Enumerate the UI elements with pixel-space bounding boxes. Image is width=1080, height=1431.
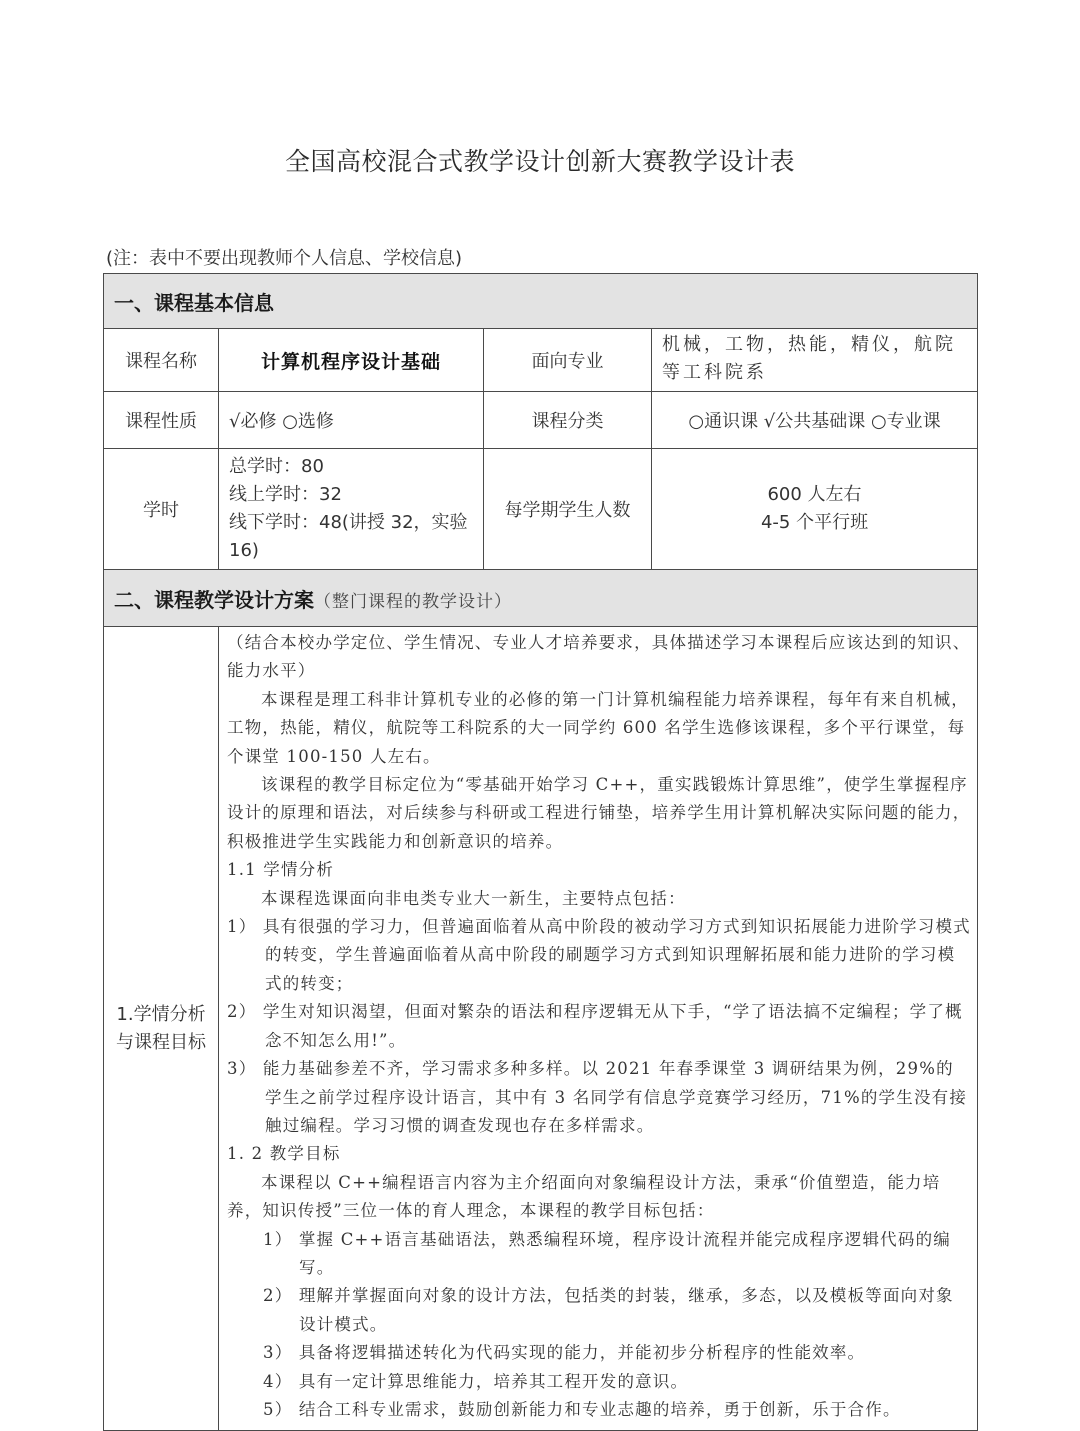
major-label: 面向专业 [484, 329, 652, 392]
section1-heading [104, 274, 978, 329]
document-note: (注：表中不要出现教师个人信息、学校信息) [106, 248, 463, 269]
course-category-value: ○通识课 √公共基础课 ○专业课 [652, 392, 978, 449]
offline-hours: 线下学时：48(讲授 32，实验 16) [229, 512, 468, 561]
objective-item-4: 4） 具有一定计算思维能力，培养其工程开发的意识。 [263, 1371, 689, 1391]
analysis-item-1: 1） 具有很强的学习力，但普遍面临着从高中阶段的被动学习方式到知识拓展能力进阶学习模式的转变，学生普遍面临着从高中阶段的刷题学习方式到知识理解拓展和能力进阶的学习模式的转变； [227, 917, 971, 993]
analysis-item-2: 2） 学生对知识渴望，但面对繁杂的语法和程序逻辑无从下手，“学了语法搞不定编程；学了概念不知怎么用!”。 [227, 1002, 963, 1050]
students-count: 600 人左右 [767, 484, 862, 505]
subsection-1-2-intro: 本课程以 C++编程语言内容为主介绍面向对象编程设计方法，秉承“价值塑造，能力培养，知识传授”三位一体的育人理念，本课程的教学目标包括： [227, 1172, 941, 1221]
analysis-item-3: 3） 能力基础参差不齐，学习需求多种多样。以 2021 年春季课堂 3 调研结果为例，29%的学生之前学过程序设计语言，其中有 3 名同学有信息学竞赛学习经历，71%的学生没有接触过编程。学习习惯的调查发现也存在多样需求。 [227, 1059, 968, 1135]
parallel-classes: 4-5 个平行班 [760, 512, 869, 533]
analysis-objectives-content [219, 627, 978, 1431]
subsection-1-2-title: 1. 2 教学目标 [227, 1144, 341, 1164]
course-name-row [104, 329, 978, 392]
course-nature-label: 课程性质 [104, 392, 219, 449]
hours-value [219, 449, 484, 570]
course-name-value: 计算机程序设计基础 [219, 329, 484, 392]
analysis-objectives-label [104, 627, 219, 1431]
teaching-design-table [103, 273, 978, 1431]
major-value: 机械，工物，热能，精仪，航院等工科院系 [652, 329, 978, 392]
course-nature-value: √必修 ○选修 [219, 392, 484, 449]
analysis-objectives-label-text: 1.学情分析与课程目标 [116, 1003, 206, 1053]
objective-item-5: 5） 结合工科专业需求，鼓励创新能力和专业志趣的培养，勇于创新，乐于合作。 [263, 1399, 901, 1419]
course-name-label: 课程名称 [104, 329, 219, 392]
section2-heading [104, 570, 978, 627]
students-label: 每学期学生人数 [484, 449, 652, 570]
hours-row [104, 449, 978, 570]
document-title: 全国高校混合式教学设计创新大赛教学设计表 [284, 147, 795, 176]
section2-heading-sub: （整门课程的教学设计） [314, 591, 512, 612]
total-hours: 总学时：80 [229, 456, 324, 477]
subsection-1-1-title: 1.1 学情分析 [227, 860, 335, 880]
course-intro-paragraph: 本课程是理工科非计算机专业的必修的第一门计算机编程能力培养课程，每年有来自机械，工物，热能，精仪，航院等工科院系的大一同学约 600 名学生选修该课程，多个平行课堂，每个课堂 100-150 人左右。 [227, 689, 969, 766]
objective-item-1: 1） 掌握 C++语言基础语法，熟悉编程环境，程序设计流程并能完成程序逻辑代码的编写。 [263, 1229, 951, 1277]
course-nature-row [104, 392, 978, 449]
students-value [652, 449, 978, 570]
section2-heading-text: 二、课程教学设计方案 [114, 587, 314, 612]
section1-heading-text: 一、课程基本信息 [114, 290, 274, 315]
hours-label: 学时 [104, 449, 219, 570]
objective-item-2: 2） 理解并掌握面向对象的设计方法，包括类的封装，继承，多态，以及模板等面向对象设计模式。 [263, 1286, 954, 1334]
course-goal-paragraph: 该课程的教学目标定位为“零基础开始学习 C++，重实践锻炼计算思维”，使学生掌握程序设计的原理和语法，对后续参与科研或工程进行铺垫，培养学生用计算机解决实际问题的能力，积极推进学生实践能力和创新意识的培养。 [227, 775, 971, 851]
objective-item-3: 3） 具备将逻辑描述转化为代码实现的能力，并能初步分析程序的性能效率。 [263, 1343, 866, 1363]
instruction-paragraph: （结合本校办学定位、学生情况、专业人才培养要求，具体描述学习本课程后应该达到的知识、能力水平） [227, 633, 971, 681]
analysis-objectives-row [104, 627, 978, 1431]
course-category-label: 课程分类 [484, 392, 652, 449]
online-hours: 线上学时：32 [229, 484, 342, 505]
subsection-1-1-intro: 本课程选课面向非电类专业大一新生，主要特点包括： [261, 888, 686, 908]
